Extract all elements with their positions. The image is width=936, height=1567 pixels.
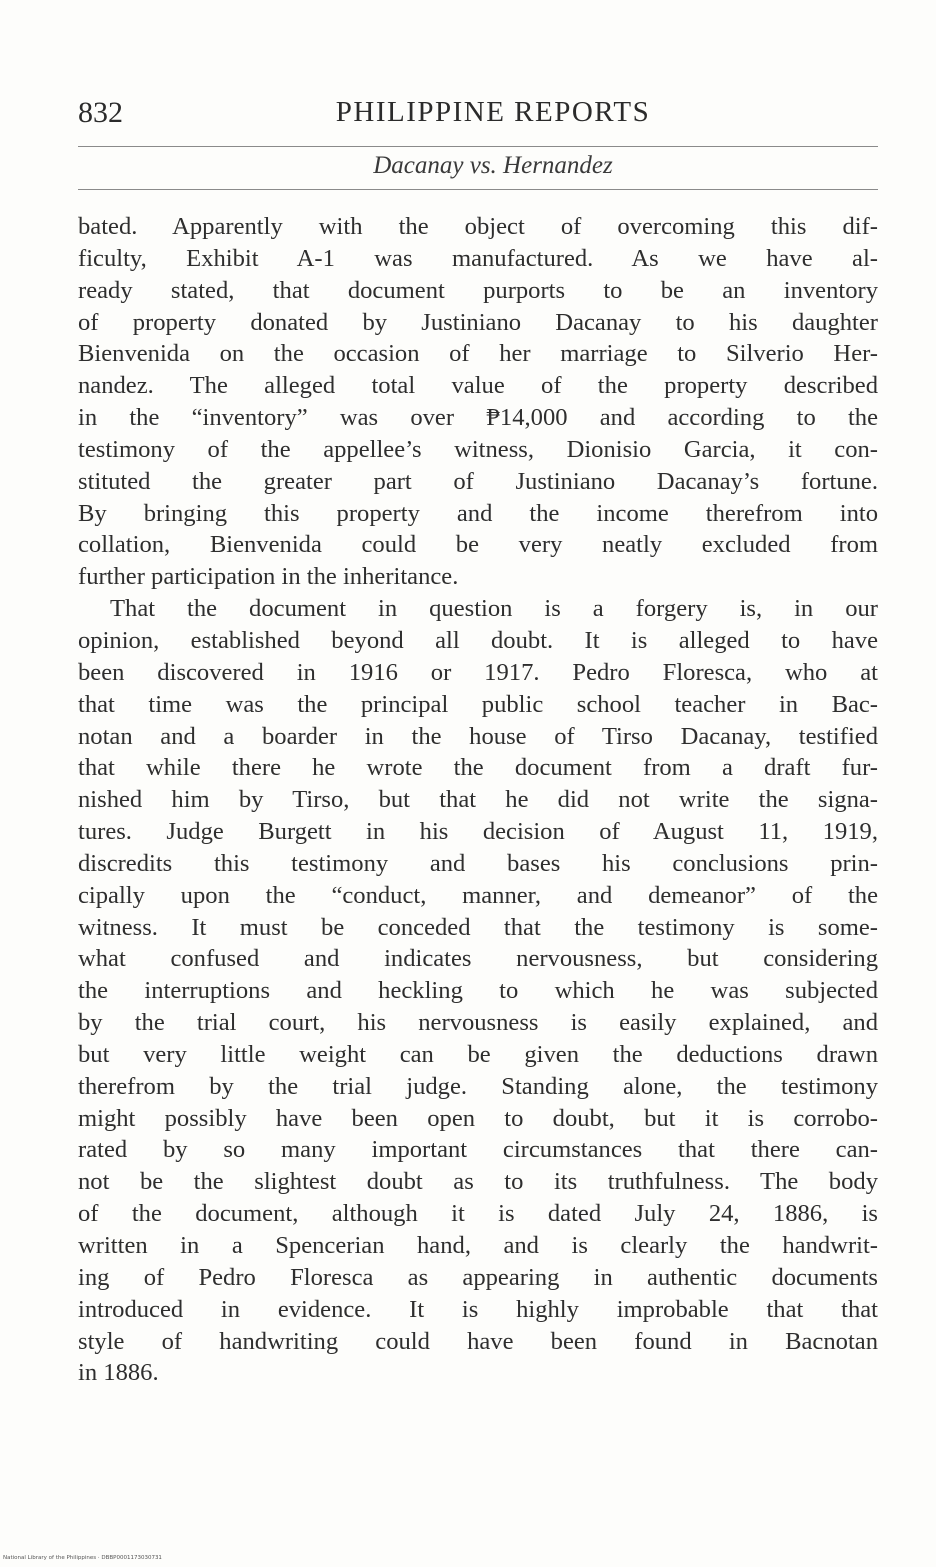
text-line: been discovered in 1916 or 1917. Pedro Floresca, who at: [78, 658, 878, 686]
body-text: [78, 211, 878, 1389]
text-line: in the “inventory” was over ₱14,000 and according to the: [78, 404, 878, 432]
text-line: nandez. The alleged total value of the property described: [78, 372, 878, 400]
text-line: ficulty, Exhibit A-1 was manufactured. As we have al-: [78, 244, 878, 272]
text-line: introduced in evidence. It is highly improbable that that: [78, 1295, 878, 1323]
text-line: cipally upon the “conduct, manner, and demeanor” of the: [78, 881, 878, 909]
text-line: in 1886.: [78, 1359, 159, 1387]
text-line: testimony of the appellee’s witness, Dionisio Garcia, it con-: [78, 435, 878, 463]
text-line: by the trial court, his nervousness is easily explained, and: [78, 1009, 878, 1037]
text-line: not be the slightest doubt as to its truthfulness. The body: [78, 1168, 878, 1196]
text-line: what confused and indicates nervousness, but considering: [78, 945, 878, 973]
text-line: of property donated by Justiniano Dacanay to his daughter: [78, 308, 878, 336]
text-line: stituted the greater part of Justiniano Dacanay’s fortune.: [78, 467, 878, 495]
paragraph: [78, 593, 878, 1389]
text-line: opinion, established beyond all doubt. It is alleged to have: [78, 626, 878, 654]
text-line: might possibly have been open to doubt, but it is corrobo-: [78, 1104, 878, 1132]
text-line: ing of Pedro Floresca as appearing in authentic documents: [78, 1263, 878, 1291]
text-line: of the document, although it is dated July 24, 1886, is: [78, 1200, 878, 1228]
case-title: Dacanay vs. Hernandez: [373, 152, 613, 179]
text-line: notan and a boarder in the house of Tirso Dacanay, testified: [78, 722, 878, 750]
text-line: that time was the principal public school teacher in Bac-: [78, 690, 878, 718]
text-line: discredits this testimony and bases his conclusions prin-: [78, 849, 878, 877]
text-line: that while there he wrote the document from a draft fur-: [78, 754, 878, 782]
text-line: style of handwriting could have been found in Bacnotan: [78, 1327, 878, 1355]
text-line: therefrom by the trial judge. Standing alone, the testimony: [78, 1072, 878, 1100]
text-line: nished him by Tirso, but that he did not write the signa-: [78, 786, 878, 814]
text-line: bated. Apparently with the object of overcoming this dif-: [78, 213, 878, 240]
text-line: By bringing this property and the income therefrom into: [78, 499, 878, 527]
text-line: Bienvenida on the occasion of her marriage to Silverio Her-: [78, 340, 878, 368]
text-line: the interruptions and heckling to which he was subjected: [78, 977, 878, 1005]
text-line: ready stated, that document purports to be an inventory: [78, 276, 878, 304]
paragraph: [78, 211, 878, 593]
library-source-mark: National Library of the Philippines · DBBP0001173030731: [3, 1555, 162, 1561]
text-line: witness. It must be conceded that the testimony is some-: [78, 913, 878, 941]
text-line: rated by so many important circumstances that there can-: [78, 1136, 878, 1164]
running-title: PHILIPPINE REPORTS: [335, 96, 651, 128]
text-line: That the document in question is a forgery is, in our: [110, 595, 878, 623]
text-line: further participation in the inheritance.: [78, 563, 459, 591]
text-line: tures. Judge Burgett in his decision of August 11, 1919,: [78, 818, 878, 846]
header-rule-bottom: [78, 189, 878, 190]
page-header: [78, 96, 878, 136]
page-number: 832: [78, 96, 123, 129]
text-line: but very little weight can be given the deductions drawn: [78, 1040, 878, 1068]
text-line: collation, Bienvenida could be very neatly excluded from: [78, 531, 878, 559]
header-rule-top: [78, 146, 878, 147]
text-line: written in a Spencerian hand, and is clearly the handwrit-: [78, 1232, 878, 1259]
